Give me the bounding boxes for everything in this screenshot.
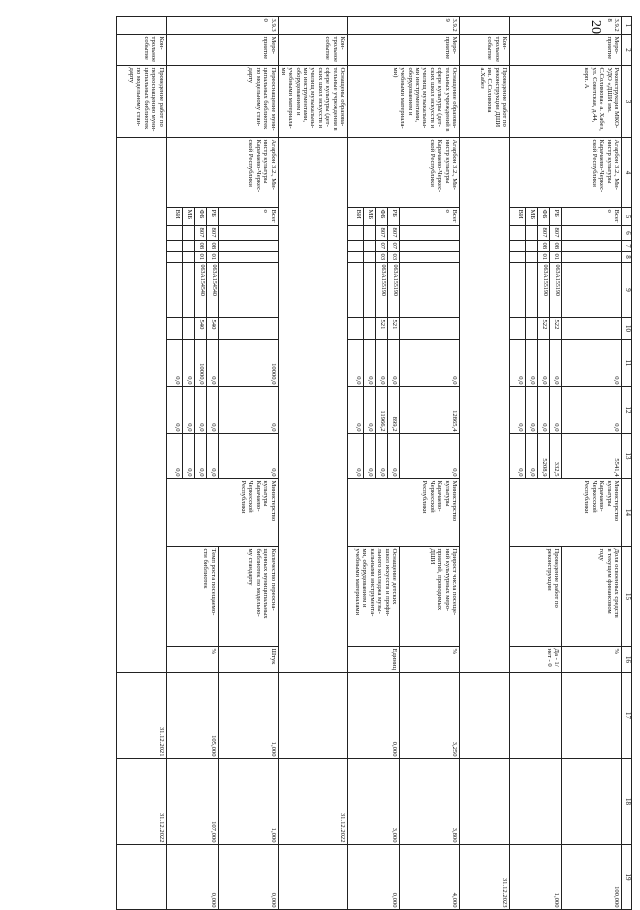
indicator-c17: 3,250 (400, 673, 460, 759)
funding-c6 (348, 226, 364, 241)
funding-c11: 0,0 (376, 340, 388, 387)
indicator-unit: % (166, 647, 218, 673)
table-row (562, 17, 622, 910)
funding-c7 (182, 241, 194, 252)
funding-c13: 0,0 (218, 434, 278, 479)
funding-source: ВИ (510, 208, 526, 226)
funding-c11: 0,0 (206, 340, 218, 387)
funding-c10: 521 (388, 318, 400, 340)
funding-c10: 522 (550, 318, 562, 340)
control-date-c19 (116, 845, 166, 910)
row-name: Реконструкция МКО- УДО «ДШИ им. С.Солимова» а. Хабез, ул. Советская, д.44, корп. А (510, 66, 622, 138)
control-blank (278, 138, 347, 673)
column-header: 2 (622, 35, 632, 66)
indicator-name: Темп роста посещаемо- сти библиотек (166, 547, 218, 647)
funding-c10 (218, 318, 278, 340)
indicator-c18 (562, 759, 622, 845)
funding-c10 (400, 318, 460, 340)
funding-c12: 12865,4 (400, 387, 460, 434)
funding-c12: 0,0 (194, 387, 206, 434)
funding-source: МБ (364, 208, 376, 226)
funding-c9: 063A154540 (206, 263, 218, 318)
funding-c8: 01 (538, 252, 550, 263)
funding-c6: 807 (376, 226, 388, 241)
indicator-unit: % (400, 647, 460, 673)
funding-c10 (510, 318, 526, 340)
control-type: Кон- трольное событие (116, 35, 166, 66)
funding-c7: 08 (194, 241, 206, 252)
funding-source: ФБ (538, 208, 550, 226)
column-header: 3 (622, 66, 632, 138)
indicator-name: Проведение работ по реконструкции (510, 547, 562, 647)
column-header: 10 (622, 318, 632, 340)
funding-c13: 0,0 (206, 434, 218, 479)
funding-c13: 332,5 (550, 434, 562, 479)
column-header: 4 (622, 138, 632, 208)
funding-c10 (348, 318, 364, 340)
funding-c12: 0,0 (510, 387, 526, 434)
funding-c12: 0,0 (182, 387, 194, 434)
funding-c8 (364, 252, 376, 263)
funding-c13: 0,0 (194, 434, 206, 479)
funding-source: РБ (388, 208, 400, 226)
indicator-c19: 4,000 (400, 845, 460, 910)
indicator-c17 (562, 673, 622, 759)
column-header: 7 (622, 241, 632, 252)
funding-c11: 10000,0 (218, 340, 278, 387)
indicator-c17 (510, 673, 562, 759)
indicator-c18 (510, 759, 562, 845)
funding-c6: 807 (538, 226, 550, 241)
row-responsible: Агарбон 3.2., Ми- нистр культуры Карачаево-Черкес- ской Республики (510, 138, 622, 208)
funding-c7 (218, 241, 278, 252)
funding-source: ВИ (166, 208, 182, 226)
funding-source: РБ (206, 208, 218, 226)
indicator-c18: 107,000 (166, 759, 218, 845)
funding-c10: 522 (538, 318, 550, 340)
funding-c6 (166, 226, 182, 241)
funding-source: ВИ (348, 208, 364, 226)
funding-c11: 0,0 (400, 340, 460, 387)
indicator-c19: 0,000 (348, 845, 400, 910)
funding-c12: 0,0 (218, 387, 278, 434)
control-name: Проведение работ по реконструкции ДШИ им. С.Солимова а.Хабез (460, 66, 510, 138)
control-event-row (278, 17, 347, 910)
funding-c7 (348, 241, 364, 252)
row-id: 3.9.29 (348, 17, 460, 35)
column-header: 14 (622, 479, 632, 547)
funding-c11: 0,0 (526, 340, 538, 387)
indicator-c18: 1,000 (218, 759, 278, 845)
control-date-c19 (278, 845, 347, 910)
row-name: Оснащение образова- тельных учреждений в сфере культуры (дет- ских школ искусств и училищ музыкальны- ми инструментами, оборудованием и учебными материала- ми) (348, 66, 460, 138)
funding-c12: 0,0 (562, 387, 622, 434)
funding-c12: 899,2 (388, 387, 400, 434)
control-name: Оснащены образова- тельные учреждения в сфере культуры (дет- ских школ искусств и училищ музыкальны- ми инструментами, оборудованием и учебными материала- ми (278, 66, 347, 138)
funding-source: Всего (400, 208, 460, 226)
funding-c9 (364, 263, 376, 318)
funding-c13: 0,0 (388, 434, 400, 479)
funding-c12: 0,0 (206, 387, 218, 434)
funding-c10: 521 (376, 318, 388, 340)
funding-c6 (364, 226, 376, 241)
funding-c12: 0,0 (348, 387, 364, 434)
indicator-c19: 1,000 (510, 845, 562, 910)
indicator-c17: 0,000 (348, 673, 400, 759)
funding-c9: 063A155190 (538, 263, 550, 318)
funding-c9: 063A154540 (194, 263, 206, 318)
funding-c8 (510, 252, 526, 263)
funding-c13: 5541,4 (562, 434, 622, 479)
funding-c6: 807 (194, 226, 206, 241)
row-name: Переоснащение муни- ципальных библиотек по модельному стан- дарту (166, 66, 278, 138)
funding-c7 (166, 241, 182, 252)
funding-c6: 807 (206, 226, 218, 241)
control-name: Проведение работ по переоснащению муни- ципальных библиотек по модельному стан- дарту (116, 66, 166, 138)
funding-source: РБ (550, 208, 562, 226)
funding-c8: 03 (388, 252, 400, 263)
row-type: Меро- приятие (166, 35, 278, 66)
funding-c11: 0,0 (388, 340, 400, 387)
funding-c13: 5208,9 (538, 434, 550, 479)
row-type: Меро- приятие (348, 35, 460, 66)
funding-c11: 0,0 (364, 340, 376, 387)
funding-c11: 0,0 (562, 340, 622, 387)
control-event-row (460, 17, 510, 910)
funding-c10 (562, 318, 622, 340)
control-type: Кон- трольное событие (460, 35, 510, 66)
funding-source: МБ (526, 208, 538, 226)
control-date-c17: 31.12.2021 (116, 673, 166, 759)
indicator-unit: % (562, 647, 622, 673)
funding-c9 (562, 263, 622, 318)
budget-table (116, 16, 632, 910)
indicator-c18: 3,000 (348, 759, 400, 845)
column-header: 16 (622, 647, 632, 673)
rotated-table-scan (60, 16, 632, 908)
funding-source: Всего (562, 208, 622, 226)
funding-c9 (526, 263, 538, 318)
funding-c12: 0,0 (538, 387, 550, 434)
funding-c9 (166, 263, 182, 318)
funding-c7: 08 (206, 241, 218, 252)
funding-c10 (364, 318, 376, 340)
funding-c10: 540 (206, 318, 218, 340)
funding-c7 (562, 241, 622, 252)
funding-c6 (182, 226, 194, 241)
funding-c11: 0,0 (510, 340, 526, 387)
indicator-c18: 3,800 (400, 759, 460, 845)
column-header: 18 (622, 759, 632, 845)
funding-c10 (526, 318, 538, 340)
column-header: 9 (622, 263, 632, 318)
funding-c7: 08 (550, 241, 562, 252)
indicator-c17: 1,000 (218, 673, 278, 759)
funding-c11: 0,0 (348, 340, 364, 387)
control-id-blank (116, 17, 166, 35)
funding-c10: 540 (194, 318, 206, 340)
column-header: 17 (622, 673, 632, 759)
funding-c8 (166, 252, 182, 263)
row-type: Меро- приятие (510, 35, 622, 66)
column-header: 13 (622, 434, 632, 479)
funding-c7 (526, 241, 538, 252)
funding-c11: 0,0 (166, 340, 182, 387)
funding-c8: 01 (206, 252, 218, 263)
funding-c11: 0,0 (538, 340, 550, 387)
funding-c9: 063A155190 (388, 263, 400, 318)
row-executor: Министерство культуры Карачаево- Черкесской Республики (510, 479, 622, 547)
funding-c8 (526, 252, 538, 263)
funding-c13: 0,0 (182, 434, 194, 479)
funding-c10 (166, 318, 182, 340)
indicator-unit: Единиц (348, 647, 400, 673)
indicator-name: Количество переосна- щенных муниципальных библиотек по модельно- му стандарту (218, 547, 278, 647)
funding-c13: 0,0 (364, 434, 376, 479)
control-date-c17 (278, 673, 347, 759)
funding-c6: 807 (388, 226, 400, 241)
column-header: 11 (622, 340, 632, 387)
funding-c8: 01 (550, 252, 562, 263)
indicator-name: Прирост числа посеще- ний культурных меро- приятий, проводимых ДШИ (400, 547, 460, 647)
funding-c13: 0,0 (510, 434, 526, 479)
funding-c9 (182, 263, 194, 318)
row-id: 3.9.30 (166, 17, 278, 35)
funding-c7: 07 (376, 241, 388, 252)
column-header: 6 (622, 226, 632, 241)
funding-c11: 0,0 (550, 340, 562, 387)
control-blank (116, 138, 166, 673)
funding-c6 (510, 226, 526, 241)
table-header-row (622, 17, 632, 910)
funding-c9 (510, 263, 526, 318)
funding-c8: 01 (194, 252, 206, 263)
funding-c9 (348, 263, 364, 318)
funding-c8: 03 (376, 252, 388, 263)
column-header: 5 (622, 208, 632, 226)
indicator-c19: 0,000 (218, 845, 278, 910)
funding-c8 (400, 252, 460, 263)
table-row (218, 17, 278, 910)
funding-c13: 0,0 (400, 434, 460, 479)
funding-c6 (400, 226, 460, 241)
indicator-unit: Штук (218, 647, 278, 673)
column-header: 8 (622, 252, 632, 263)
control-date-c17 (460, 673, 510, 759)
funding-c8 (218, 252, 278, 263)
column-header: 15 (622, 547, 632, 647)
funding-c7 (510, 241, 526, 252)
indicator-unit: Да - 1/ нет - 0 (510, 647, 562, 673)
funding-c11: 10000,0 (194, 340, 206, 387)
rotated-table-frame (60, 16, 632, 908)
funding-c12: 0,0 (166, 387, 182, 434)
funding-source: МБ (182, 208, 194, 226)
funding-c8 (348, 252, 364, 263)
column-header: 1 (622, 17, 632, 35)
funding-c13: 0,0 (376, 434, 388, 479)
row-responsible: Агарбон 3.2., Ми- нистр культуры Карачаево-Черкес- ской Республики (166, 138, 278, 208)
funding-c7 (400, 241, 460, 252)
funding-c11: 0,0 (182, 340, 194, 387)
funding-c6 (562, 226, 622, 241)
funding-source: Всего (218, 208, 278, 226)
funding-c12: 0,0 (550, 387, 562, 434)
indicator-c19: 100,000 (562, 845, 622, 910)
funding-c6 (526, 226, 538, 241)
funding-c8 (182, 252, 194, 263)
column-header: 19 (622, 845, 632, 910)
funding-c7 (364, 241, 376, 252)
row-executor: Министерство культуры Карачаево- Черкесской Республики (166, 479, 278, 547)
indicator-name: Оснащение детских школ искусств и профи- льного колледжа музы- кальными инструмента- ми, оборудованием и учебными материалами (348, 547, 400, 647)
indicator-c17: 105,000 (166, 673, 218, 759)
control-event-row (116, 17, 166, 910)
funding-c12: 0,0 (526, 387, 538, 434)
funding-c9: 063A155190 (550, 263, 562, 318)
funding-c9: 063A155190 (376, 263, 388, 318)
control-id-blank (278, 17, 347, 35)
funding-c13: 0,0 (348, 434, 364, 479)
row-executor: Министерство культуры Карачаево- Черкесской Республики (348, 479, 460, 547)
control-date-c19: 31.12.2023 (460, 845, 510, 910)
funding-c12: 0,0 (364, 387, 376, 434)
funding-c13: 0,0 (166, 434, 182, 479)
control-date-c18: 31.12.2022 (116, 759, 166, 845)
funding-source: ФБ (194, 208, 206, 226)
funding-c8 (562, 252, 622, 263)
funding-c6: 807 (550, 226, 562, 241)
funding-c12: 11966,2 (376, 387, 388, 434)
indicator-name: Доля освоенных средств в текущем финансовом году (562, 547, 622, 647)
funding-c7: 07 (388, 241, 400, 252)
control-date-c18 (460, 759, 510, 845)
funding-c6 (218, 226, 278, 241)
control-date-c18: 31.12.2022 (278, 759, 347, 845)
control-id-blank (460, 17, 510, 35)
funding-c7: 08 (538, 241, 550, 252)
funding-source: ФБ (376, 208, 388, 226)
column-header: 12 (622, 387, 632, 434)
funding-c13: 0,0 (526, 434, 538, 479)
page-number: 20 (588, 20, 603, 34)
indicator-c19: 0,000 (166, 845, 218, 910)
row-responsible: Агарбон 3.2., Ми- нистр культуры Карачаево-Черкес- ской Республики (348, 138, 460, 208)
control-type: Кон- трольное событие (278, 35, 347, 66)
table-row (400, 17, 460, 910)
funding-c10 (182, 318, 194, 340)
funding-c9 (218, 263, 278, 318)
row-id: 3.9.28 (510, 17, 622, 35)
funding-c9 (400, 263, 460, 318)
control-blank (460, 138, 510, 673)
